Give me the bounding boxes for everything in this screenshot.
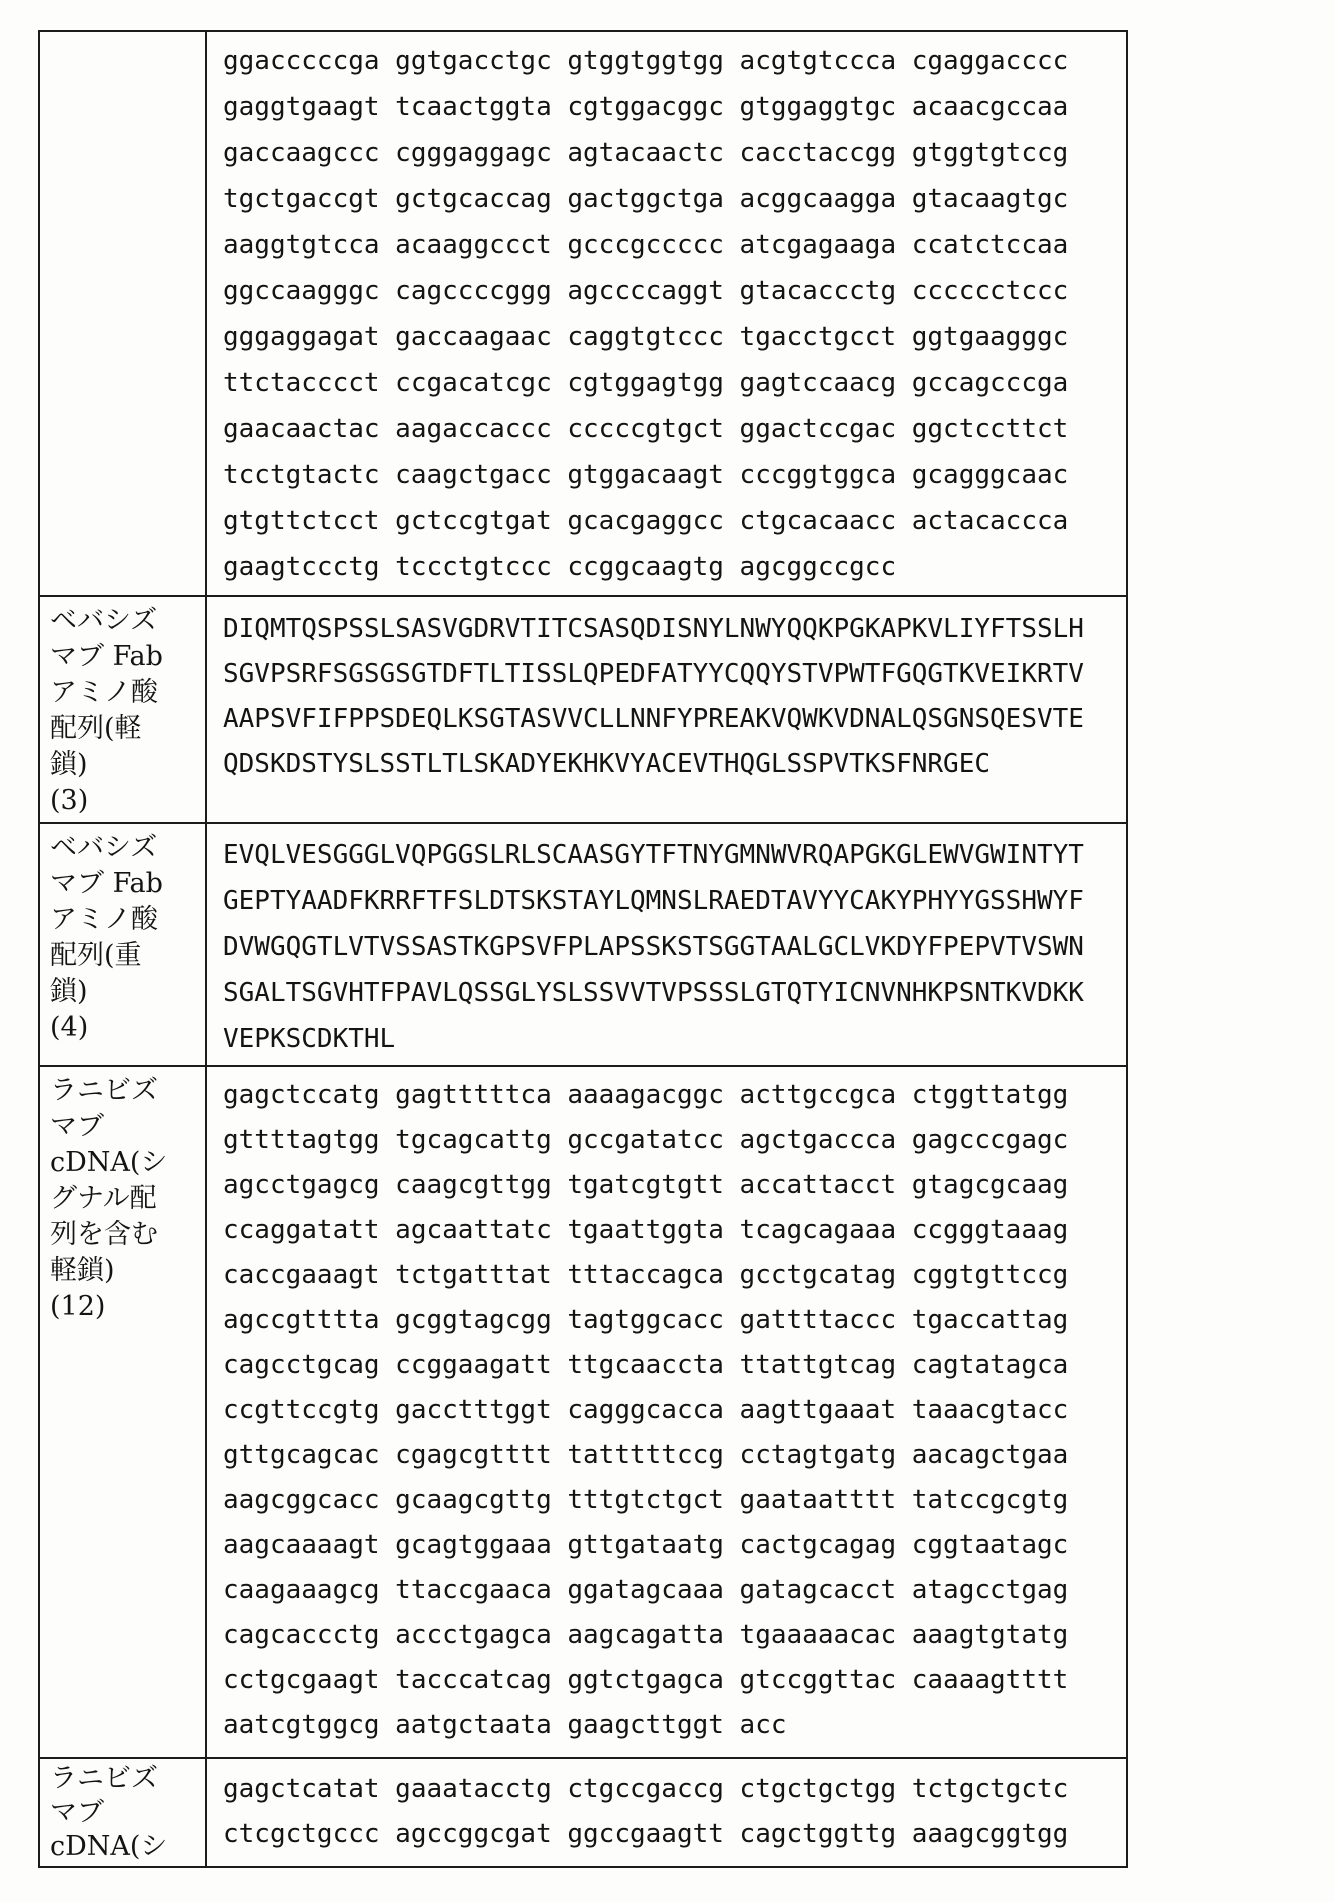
sequence-line: tgctgaccgt gctgcaccag gactggctga acggcaagga gtacaagtgc [223,184,1069,214]
sequence-line: gaccaagccc cgggaggagc agtacaactc cacctaccgg gtggtgtccg [223,138,1069,168]
table-row [40,597,1126,824]
sequence-line: gttttagtgg tgcagcattg gccgatatcc agctgaccca gagcccgagc [223,1125,1069,1155]
row-label-line: アミノ酸 [50,904,158,935]
sequence-cell [207,32,1126,595]
sequence-line: QDSKDSTYSLSSTLTLSKADYEKHKVYACEVTHQGLSSPVTKSFNRGEC [223,749,991,779]
sequence-line: gagctccatg gagtttttca aaaagacggc acttgccgca ctggttatgg [223,1080,1069,1110]
sequence-line: SGVPSRFSGSGSGTDFTLTISSLQPEDFATYYCQQYSTVPWTFGQGTKVEIKRTV [223,659,1084,689]
sequence-line: ccaggatatt agcaattatc tgaattggta tcagcagaaa ccgggtaaag [223,1215,1069,1245]
row-label-line: 軽鎖) [50,1255,115,1286]
sequence-line: aatcgtggcg aatgctaata gaagcttggt acc [223,1710,787,1740]
sequence-cell [207,597,1126,822]
row-label-line: 鎖) [50,749,88,780]
sequence-line: gggaggagat gaccaagaac caggtgtccc tgacctgcct ggtgaagggc [223,322,1069,352]
row-label-line: ベバシズ [50,832,158,863]
sequence-line: agcctgagcg caagcgttgg tgatcgtgtt accattacct gtagcgcaag [223,1170,1069,1200]
table-row [40,32,1126,597]
row-label-line: ラニビズ [50,1763,158,1794]
row-label-line: ベバシズ [50,605,158,636]
sequence-line: gaggtgaagt tcaactggta cgtggacggc gtggaggtgc acaacgccaa [223,92,1069,122]
sequence-line: ctcgctgccc agccggcgat ggccgaagtt cagctggttg aaagcggtgg [223,1819,1069,1849]
row-label-line: ラニビズ [50,1075,158,1106]
row-label-line: 配列(重 [50,940,142,971]
table-row [40,1067,1126,1759]
sequence-cell [207,1067,1126,1757]
row-label-cell [40,597,207,822]
sequence-line: gaagtccctg tccctgtccc ccggcaagtg agcggccgcc [223,552,897,582]
table-row [40,824,1126,1067]
sequence-cell [207,824,1126,1065]
row-label-line: アミノ酸 [50,677,158,708]
sequence-line: gtgttctcct gctccgtgat gcacgaggcc ctgcacaacc actacaccca [223,506,1069,536]
sequence-line: aaggtgtcca acaaggccct gcccgccccc atcgagaaga ccatctccaa [223,230,1069,260]
row-label-cell [40,1067,207,1757]
sequence-line: agccgtttta gcggtagcgg tagtggcacc gattttaccc tgaccattag [223,1305,1069,1335]
sequence-line: caagaaagcg ttaccgaaca ggatagcaaa gatagcacct atagcctgag [223,1575,1069,1605]
sequence-line: aagcggcacc gcaagcgttg tttgtctgct gaataatttt tatccgcgtg [223,1485,1069,1515]
sequence-line: EVQLVESGGGLVQPGGSLRLSCAASGYTFTNYGMNWVRQAPGKGLEWVGWINTYT [223,840,1084,870]
sequence-line: ttctacccct ccgacatcgc cgtggagtgg gagtccaacg gccagcccga [223,368,1069,398]
row-label-line: cDNA(シ [50,1147,168,1178]
sequence-line: ccgttccgtg gacctttggt cagggcacca aagttgaaat taaacgtacc [223,1395,1069,1425]
sequence-line: GEPTYAADFKRRFTFSLDTSKSTAYLQMNSLRAEDTAVYYCAKYPHYYGSSHWYF [223,886,1084,916]
sequence-line: cagcaccctg accctgagca aagcagatta tgaaaaacac aaagtgtatg [223,1620,1069,1650]
sequence-cell [207,1759,1126,1866]
sequence-line: SGALTSGVHTFPAVLQSSGLYSLSSVVTVPSSSLGTQTYICNVNHKPSNTKVDKK [223,978,1084,1008]
sequence-line: tcctgtactc caagctgacc gtggacaagt cccggtggca gcagggcaac [223,460,1069,490]
row-label-line: 鎖) [50,976,88,1007]
row-label-line: マブ Fab [50,868,163,899]
row-label-line: 配列(軽 [50,713,142,744]
row-label-line: マブ [50,1111,104,1142]
row-label-cell [40,824,207,1065]
row-label-line: マブ [50,1797,104,1828]
row-label-line: cDNA(シ [50,1831,168,1862]
sequence-line: gttgcagcac cgagcgtttt tatttttccg cctagtgatg aacagctgaa [223,1440,1069,1470]
sequence-line: aagcaaaagt gcagtggaaa gttgataatg cactgcagag cggtaatagc [223,1530,1069,1560]
row-label-line: (3) [50,785,89,816]
sequence-line: cagcctgcag ccggaagatt ttgcaaccta ttattgtcag cagtatagca [223,1350,1069,1380]
sequence-line: VEPKSCDKTHL [223,1024,396,1054]
row-label-line: マブ Fab [50,641,163,672]
sequence-line: ggacccccga ggtgacctgc gtggtggtgg acgtgtccca cgaggacccc [223,46,1069,76]
row-label-cell [40,1759,207,1866]
row-label-line: グナル配 [50,1183,157,1214]
sequence-line: gagctcatat gaaatacctg ctgccgaccg ctgctgctgg tctgctgctc [223,1774,1069,1804]
sequence-line: AAPSVFIFPPSDEQLKSGTASVVCLLNNFYPREAKVQWKVDNALQSGNSQESVTE [223,704,1084,734]
sequence-line: cctgcgaagt tacccatcag ggtctgagca gtccggttac caaaagtttt [223,1665,1069,1695]
sequence-line: ggccaagggc cagccccggg agccccaggt gtacaccctg cccccctccc [223,276,1069,306]
sequence-line: gaacaactac aagaccaccc cccccgtgct ggactccgac ggctccttct [223,414,1069,444]
row-label-cell [40,32,207,595]
sequence-table [38,30,1128,1868]
row-label-line: (12) [50,1291,106,1322]
table-row [40,1759,1126,1866]
sequence-line: DIQMTQSPSSLSASVGDRVTITCSASQDISNYLNWYQQKPGKAPKVLIYFTSSLH [223,614,1084,644]
row-label-line: (4) [50,1012,89,1043]
sequence-line: caccgaaagt tctgatttat tttaccagca gcctgcatag cggtgttccg [223,1260,1069,1290]
sequence-line: DVWGQGTLVTVSSASTKGPSVFPLAPSSKSTSGGTAALGCLVKDYFPEPVTVSWN [223,932,1084,962]
row-label-line: 列を含む [50,1219,158,1250]
